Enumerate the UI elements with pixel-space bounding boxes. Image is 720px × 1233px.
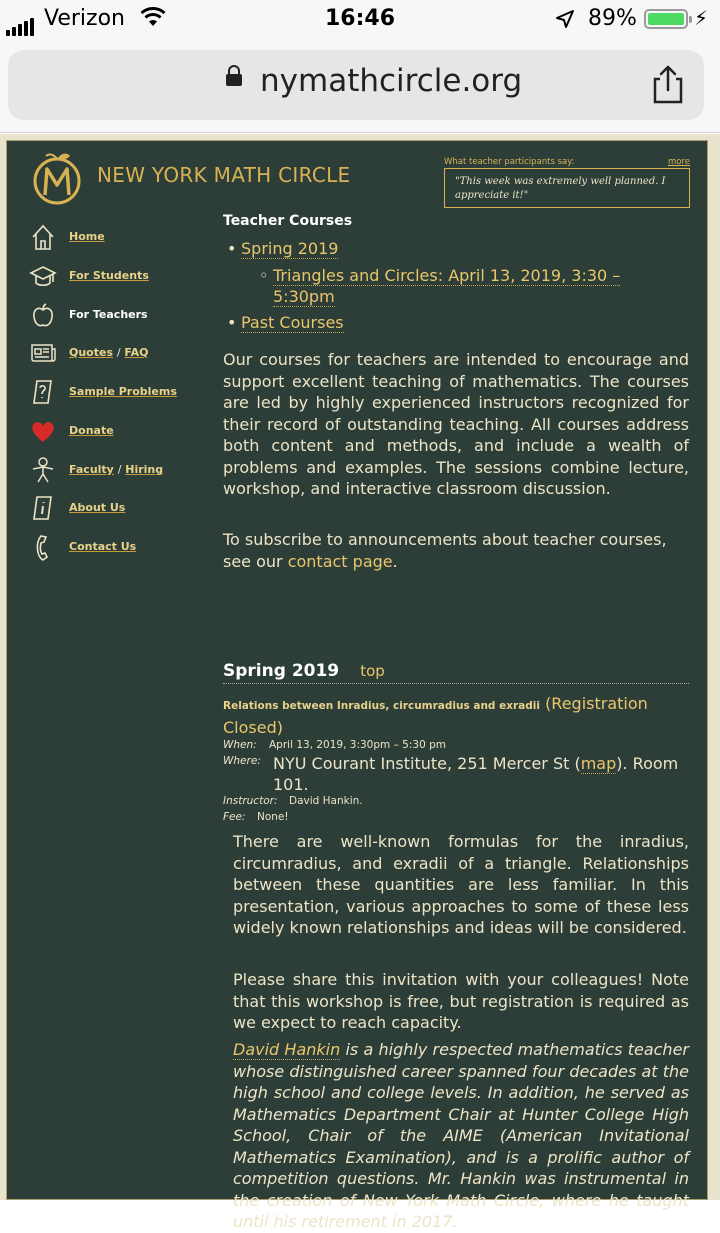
sidebar-label-sample-problems[interactable]: Sample Problems (69, 385, 177, 398)
phone-icon (29, 533, 57, 561)
sidebar-item-sample-problems[interactable] (29, 378, 219, 410)
testimonial-heading (444, 157, 690, 167)
location-arrow-icon (555, 9, 575, 29)
registration-note: Please share this invitation with your colleagues! Note that this workshop is free, but registration is required as we expect to reach capacity. (233, 970, 689, 1032)
sidebar-item-home[interactable] (29, 223, 219, 255)
contact-page-link[interactable]: contact page (287, 551, 393, 571)
course-where: NYU Courant Institute, 251 Mercer St (map). Room 101. (273, 754, 679, 794)
page-title: Teacher Courses (223, 213, 353, 229)
status-bar (0, 0, 720, 40)
instructor-bio: David Hankin is a highly respected mathematics teacher whose distinguished career spanned four decades at the high school and college levels. In addition, he served as Mathematics Department Chair at Hunter College High School, Chair of the AIME (American Invitational Mathematics Examination), and is a prolific author of competition questions. Mr. Hankin was instrumental in the creation of New York Math Circle, where he taught until his retirement in 2017. (233, 1040, 689, 1231)
sidebar-label-students[interactable]: For Students (69, 269, 149, 282)
nymc-logo-icon[interactable] (31, 151, 83, 205)
map-link[interactable]: map (580, 754, 617, 773)
quotes-link[interactable]: Quotes (69, 346, 114, 359)
sidebar-item-about[interactable] (29, 494, 219, 526)
address-bar[interactable] (8, 50, 704, 120)
heart-icon (29, 417, 57, 445)
url-text[interactable]: nymathcircle.org (260, 63, 523, 99)
past-courses-link[interactable]: Past Courses (241, 313, 344, 332)
course-instructor: Instructor: David Hankin. (223, 795, 363, 807)
list-item (241, 239, 338, 258)
sidebar-label-teachers[interactable]: For Teachers (69, 308, 148, 321)
graduation-cap-icon (29, 262, 57, 290)
sidebar-item-contact[interactable] (29, 533, 219, 565)
course-when: When: April 13, 2019, 3:30pm – 5:30 pm (223, 739, 446, 751)
hiring-link[interactable]: Hiring (125, 463, 164, 476)
top-link[interactable]: top (360, 662, 385, 680)
course-where-label: Where: (223, 755, 261, 767)
lock-icon (226, 74, 242, 86)
clock: 16:46 (324, 6, 396, 31)
testimonial-label: What teacher participants say: (444, 157, 575, 167)
person-icon (29, 456, 57, 484)
sidebar-label-about[interactable]: About Us (69, 501, 126, 514)
faculty-link[interactable]: Faculty (69, 463, 114, 476)
sidebar-label-donate[interactable]: Donate (69, 424, 114, 437)
sidebar-item-students[interactable] (29, 262, 219, 294)
sidebar-label-quotes-faq[interactable]: Quotes / FAQ (69, 346, 149, 359)
list-item (241, 313, 344, 332)
sidebar-item-quotes-faq[interactable] (29, 339, 219, 371)
apple-icon (29, 301, 57, 329)
battery-icon (644, 9, 688, 29)
sidebar-item-donate[interactable] (29, 417, 219, 449)
sidebar-label-faculty-hiring[interactable]: Faculty / Hiring (69, 463, 164, 476)
spring-2019-link[interactable]: Spring 2019 (241, 239, 339, 258)
web-page (0, 134, 720, 1231)
david-hankin-link[interactable]: David Hankin (233, 1040, 341, 1059)
subscribe-paragraph: To subscribe to announcements about teacher courses, see our contact page. (223, 530, 667, 571)
intro-paragraph: Our courses for teachers are intended to encourage and support excellent teaching of mathematics. The courses are led by highly experienced instructors recognized for their record of outstanding teaching. All courses address both content and methods, and include a wealth of problems and examples. The sessions combine lecture, workshop, and interactive classroom discussion. (223, 350, 689, 498)
carrier-name: Verizon (44, 6, 125, 31)
info-icon (29, 494, 57, 522)
course-description: There are well-known formulas for the inradius, circumradius, and exradii of a triangle. Relationships between these quantities are less familiar. In this presentation, various approaches to some of these less widely known relationships and ideas will be considered. (233, 832, 689, 937)
section-heading (223, 661, 689, 684)
list-item (273, 265, 663, 307)
share-icon[interactable] (646, 62, 690, 106)
site-title[interactable]: NEW YORK MATH CIRCLE (97, 163, 351, 187)
more-link[interactable]: more (667, 157, 690, 167)
course-title (223, 693, 693, 738)
course-name: Relations between Inradius, circumradius and exradii (223, 700, 540, 712)
house-icon (29, 223, 57, 251)
testimonial-quote: "This week was extremely well planned. I appreciate it!" (444, 168, 690, 208)
triangles-circles-link[interactable]: Triangles and Circles: April 13, 2019, 3:30 – 5:30pm (273, 266, 621, 306)
sidebar-label-home[interactable]: Home (69, 230, 105, 243)
newspaper-icon (29, 339, 57, 367)
sidebar-label-contact[interactable]: Contact Us (69, 540, 137, 553)
section-title: Spring 2019 (223, 661, 340, 681)
question-card-icon (29, 378, 57, 406)
course-fee: Fee: None! (223, 811, 289, 823)
faq-link[interactable]: FAQ (124, 346, 149, 359)
charging-icon: ⚡ (694, 6, 709, 30)
content-panel (6, 140, 708, 1231)
sidebar-item-teachers[interactable] (29, 301, 219, 333)
registration-status: (Registration Closed) (223, 694, 648, 737)
sidebar-item-faculty-hiring[interactable] (29, 456, 219, 488)
battery-percentage: 89% (588, 6, 637, 31)
browser-toolbar (0, 40, 720, 133)
